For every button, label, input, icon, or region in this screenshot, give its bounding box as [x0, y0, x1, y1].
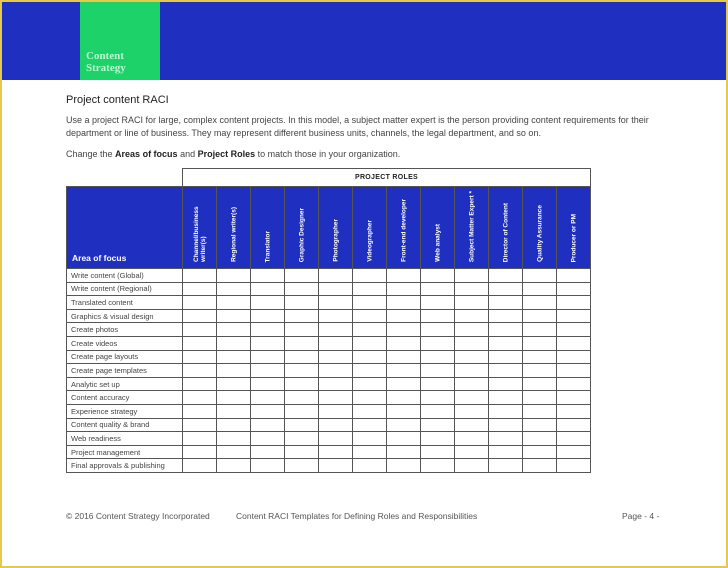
raci-cell[interactable] [251, 377, 285, 391]
raci-cell[interactable] [217, 296, 251, 310]
raci-cell[interactable] [421, 418, 455, 432]
raci-cell[interactable] [387, 323, 421, 337]
role-label: Regional writer(s) [230, 207, 237, 262]
role-header-row [67, 187, 591, 269]
raci-cell[interactable] [557, 336, 591, 350]
table-row [67, 323, 591, 337]
raci-cell[interactable] [421, 336, 455, 350]
raci-cell[interactable] [455, 459, 489, 473]
document-title: Project content RACI [66, 94, 169, 106]
raci-cell[interactable] [421, 296, 455, 310]
footer-copyright: © 2016 Content Strategy Incorporated [66, 511, 210, 521]
raci-cell[interactable] [183, 350, 217, 364]
raci-cell[interactable] [353, 432, 387, 446]
raci-cell[interactable] [217, 282, 251, 296]
raci-cell[interactable] [387, 296, 421, 310]
table-row [67, 459, 591, 473]
raci-cell[interactable] [251, 391, 285, 405]
raci-cell[interactable] [353, 282, 387, 296]
raci-cell[interactable] [421, 445, 455, 459]
raci-cell[interactable] [489, 391, 523, 405]
raci-cell[interactable] [523, 282, 557, 296]
table-row [67, 350, 591, 364]
instruction-prefix: Change the [66, 149, 116, 159]
raci-cell[interactable] [523, 445, 557, 459]
raci-cell[interactable] [183, 364, 217, 378]
table-row [67, 404, 591, 418]
intro-paragraph: Use a project RACI for large, complex content projects. In this model, a subject matter expert is the person providing content requirements for their department or line of business. They may represent different business units, channels, the legal department, and so on. [66, 115, 649, 138]
raci-cell[interactable] [285, 432, 319, 446]
raci-cell[interactable] [285, 309, 319, 323]
raci-cell[interactable] [489, 364, 523, 378]
raci-body [67, 269, 591, 473]
role-label: Subject Matter Expert * [468, 190, 475, 262]
raci-cell[interactable] [217, 323, 251, 337]
area-of-focus-label: Create page layouts [67, 350, 183, 364]
raci-cell[interactable] [523, 350, 557, 364]
raci-cell[interactable] [557, 459, 591, 473]
area-of-focus-label: Write content (Regional) [67, 282, 183, 296]
raci-cell[interactable] [319, 336, 353, 350]
raci-cell[interactable] [183, 445, 217, 459]
raci-cell[interactable] [353, 418, 387, 432]
raci-cell[interactable] [217, 377, 251, 391]
logo-line-2: Strategy [86, 62, 126, 74]
raci-cell[interactable] [523, 336, 557, 350]
raci-cell[interactable] [489, 323, 523, 337]
table-row [67, 418, 591, 432]
raci-cell[interactable] [523, 377, 557, 391]
raci-cell[interactable] [489, 404, 523, 418]
raci-cell[interactable] [489, 282, 523, 296]
raci-cell[interactable] [523, 309, 557, 323]
raci-cell[interactable] [183, 459, 217, 473]
raci-cell[interactable] [455, 269, 489, 283]
logo-line-1: Content [86, 50, 124, 62]
raci-cell[interactable] [319, 432, 353, 446]
raci-cell[interactable] [285, 445, 319, 459]
raci-cell[interactable] [319, 350, 353, 364]
raci-cell[interactable] [421, 377, 455, 391]
raci-cell[interactable] [319, 296, 353, 310]
role-label: Videographer [366, 220, 373, 262]
raci-cell[interactable] [557, 445, 591, 459]
raci-cell[interactable] [353, 404, 387, 418]
raci-cell[interactable] [489, 309, 523, 323]
raci-cell[interactable] [285, 404, 319, 418]
raci-cell[interactable] [183, 282, 217, 296]
area-of-focus-label: Create videos [67, 336, 183, 350]
role-label: Web analyst [434, 224, 441, 262]
role-header-cell [251, 187, 285, 269]
raci-cell[interactable] [251, 418, 285, 432]
raci-cell[interactable] [353, 445, 387, 459]
raci-cell[interactable] [251, 459, 285, 473]
raci-cell[interactable] [353, 323, 387, 337]
area-of-focus-label: Translated content [67, 296, 183, 310]
raci-cell[interactable] [217, 309, 251, 323]
raci-cell[interactable] [183, 404, 217, 418]
raci-cell[interactable] [523, 364, 557, 378]
raci-cell[interactable] [489, 377, 523, 391]
role-label: Photographer [332, 219, 339, 262]
raci-cell[interactable] [489, 459, 523, 473]
raci-cell[interactable] [183, 323, 217, 337]
instruction-line [66, 149, 400, 159]
raci-cell[interactable] [217, 269, 251, 283]
raci-cell[interactable] [387, 377, 421, 391]
raci-cell[interactable] [353, 350, 387, 364]
role-header-cell [421, 187, 455, 269]
raci-cell[interactable] [387, 445, 421, 459]
raci-cell[interactable] [489, 269, 523, 283]
raci-cell[interactable] [421, 350, 455, 364]
raci-cell[interactable] [557, 269, 591, 283]
raci-cell[interactable] [183, 269, 217, 283]
raci-cell[interactable] [183, 336, 217, 350]
raci-cell[interactable] [455, 296, 489, 310]
raci-cell[interactable] [353, 336, 387, 350]
raci-cell[interactable] [285, 364, 319, 378]
raci-cell[interactable] [557, 432, 591, 446]
raci-cell[interactable] [421, 269, 455, 283]
raci-cell[interactable] [217, 418, 251, 432]
raci-cell[interactable] [455, 364, 489, 378]
area-of-focus-header: Area of focus [67, 187, 183, 269]
table-row [67, 445, 591, 459]
raci-cell[interactable] [421, 404, 455, 418]
raci-cell[interactable] [557, 391, 591, 405]
raci-cell[interactable] [387, 432, 421, 446]
area-of-focus-label: Graphics & visual design [67, 309, 183, 323]
raci-cell[interactable] [557, 323, 591, 337]
raci-cell[interactable] [353, 459, 387, 473]
table-row [67, 296, 591, 310]
raci-cell[interactable] [319, 377, 353, 391]
raci-cell[interactable] [421, 432, 455, 446]
raci-cell[interactable] [421, 282, 455, 296]
raci-cell[interactable] [251, 445, 285, 459]
area-of-focus-label: Web readiness [67, 432, 183, 446]
raci-cell[interactable] [285, 336, 319, 350]
raci-cell[interactable] [319, 309, 353, 323]
raci-cell[interactable] [387, 418, 421, 432]
raci-cell[interactable] [557, 404, 591, 418]
raci-cell[interactable] [319, 282, 353, 296]
raci-cell[interactable] [319, 364, 353, 378]
instruction-mid: and [177, 149, 198, 159]
raci-cell[interactable] [285, 350, 319, 364]
table-row [67, 364, 591, 378]
raci-cell[interactable] [421, 309, 455, 323]
raci-cell[interactable] [217, 391, 251, 405]
raci-cell[interactable] [523, 323, 557, 337]
raci-cell[interactable] [183, 377, 217, 391]
raci-cell[interactable] [285, 296, 319, 310]
role-header-cell [319, 187, 353, 269]
table-row [67, 336, 591, 350]
raci-cell[interactable] [557, 350, 591, 364]
brand-logo [80, 2, 160, 80]
raci-cell[interactable] [455, 404, 489, 418]
raci-cell[interactable] [285, 418, 319, 432]
area-of-focus-label: Experience strategy [67, 404, 183, 418]
project-roles-header: PROJECT ROLES [183, 169, 591, 187]
role-label: Channel/business writer(s) [192, 206, 207, 262]
raci-cell[interactable] [387, 391, 421, 405]
raci-cell[interactable] [455, 377, 489, 391]
raci-cell[interactable] [251, 404, 285, 418]
instruction-suffix: to match those in your organization. [255, 149, 401, 159]
raci-cell[interactable] [523, 391, 557, 405]
role-header-cell [217, 187, 251, 269]
raci-cell[interactable] [557, 309, 591, 323]
raci-cell[interactable] [421, 364, 455, 378]
raci-cell[interactable] [455, 309, 489, 323]
area-of-focus-label: Final approvals & publishing [67, 459, 183, 473]
table-row [67, 391, 591, 405]
raci-cell[interactable] [523, 432, 557, 446]
raci-cell[interactable] [285, 269, 319, 283]
role-header-cell [353, 187, 387, 269]
raci-cell[interactable] [319, 323, 353, 337]
table-row [67, 282, 591, 296]
raci-cell[interactable] [489, 336, 523, 350]
raci-cell[interactable] [489, 445, 523, 459]
raci-cell[interactable] [319, 445, 353, 459]
raci-table [66, 168, 591, 473]
raci-cell[interactable] [523, 296, 557, 310]
raci-cell[interactable] [523, 418, 557, 432]
area-of-focus-label: Create page templates [67, 364, 183, 378]
raci-cell[interactable] [455, 391, 489, 405]
raci-cell[interactable] [421, 459, 455, 473]
raci-cell[interactable] [353, 296, 387, 310]
raci-cell[interactable] [183, 309, 217, 323]
raci-cell[interactable] [217, 404, 251, 418]
raci-cell[interactable] [183, 418, 217, 432]
raci-cell[interactable] [387, 309, 421, 323]
raci-cell[interactable] [387, 459, 421, 473]
raci-cell[interactable] [455, 336, 489, 350]
raci-cell[interactable] [251, 269, 285, 283]
area-of-focus-label: Project management [67, 445, 183, 459]
raci-cell[interactable] [285, 391, 319, 405]
raci-cell[interactable] [455, 282, 489, 296]
role-header-cell [557, 187, 591, 269]
raci-cell[interactable] [217, 459, 251, 473]
raci-cell[interactable] [251, 364, 285, 378]
raci-cell[interactable] [251, 350, 285, 364]
footer-page-number: Page - 4 - [622, 511, 660, 521]
role-header-cell [387, 187, 421, 269]
raci-cell[interactable] [217, 432, 251, 446]
area-of-focus-label: Content quality & brand [67, 418, 183, 432]
raci-cell[interactable] [489, 432, 523, 446]
raci-cell[interactable] [387, 282, 421, 296]
raci-cell[interactable] [387, 350, 421, 364]
raci-cell[interactable] [489, 418, 523, 432]
raci-cell[interactable] [319, 404, 353, 418]
raci-cell[interactable] [319, 459, 353, 473]
raci-cell[interactable] [523, 459, 557, 473]
raci-cell[interactable] [455, 323, 489, 337]
raci-cell[interactable] [455, 350, 489, 364]
raci-cell[interactable] [251, 432, 285, 446]
raci-cell[interactable] [183, 391, 217, 405]
area-of-focus-label: Write content (Global) [67, 269, 183, 283]
raci-cell[interactable] [251, 309, 285, 323]
raci-cell[interactable] [387, 336, 421, 350]
raci-cell[interactable] [251, 296, 285, 310]
raci-cell[interactable] [353, 391, 387, 405]
raci-cell[interactable] [285, 282, 319, 296]
raci-cell[interactable] [387, 404, 421, 418]
raci-cell[interactable] [421, 391, 455, 405]
area-of-focus-label: Analytic set up [67, 377, 183, 391]
raci-cell[interactable] [523, 404, 557, 418]
raci-cell[interactable] [319, 269, 353, 283]
raci-cell[interactable] [183, 296, 217, 310]
role-label: Quality Assurance [536, 205, 543, 262]
area-of-focus-label: Create photos [67, 323, 183, 337]
raci-cell[interactable] [217, 445, 251, 459]
raci-cell[interactable] [387, 269, 421, 283]
raci-cell[interactable] [251, 336, 285, 350]
raci-cell[interactable] [353, 269, 387, 283]
raci-cell[interactable] [557, 418, 591, 432]
raci-cell[interactable] [455, 432, 489, 446]
table-row [67, 309, 591, 323]
raci-cell[interactable] [557, 296, 591, 310]
raci-cell[interactable] [387, 364, 421, 378]
role-label: Graphic Designer [298, 207, 305, 262]
table-row [67, 377, 591, 391]
raci-cell[interactable] [319, 391, 353, 405]
role-header-cell [455, 187, 489, 269]
raci-cell[interactable] [489, 296, 523, 310]
raci-cell[interactable] [183, 432, 217, 446]
raci-cell[interactable] [217, 336, 251, 350]
role-label: Front-end developer [400, 199, 407, 262]
role-header-cell [489, 187, 523, 269]
raci-cell[interactable] [285, 459, 319, 473]
role-header-cell [523, 187, 557, 269]
role-label: Translator [264, 230, 271, 262]
instruction-project-roles: Project Roles [197, 149, 256, 159]
raci-cell[interactable] [557, 364, 591, 378]
raci-cell[interactable] [489, 350, 523, 364]
project-roles-row [67, 169, 591, 187]
table-row [67, 432, 591, 446]
raci-cell[interactable] [421, 323, 455, 337]
role-label: Producer or PM [570, 213, 577, 262]
raci-cell[interactable] [217, 350, 251, 364]
raci-cell[interactable] [353, 309, 387, 323]
raci-cell[interactable] [217, 364, 251, 378]
raci-cell[interactable] [523, 269, 557, 283]
raci-cell[interactable] [285, 323, 319, 337]
table-corner [67, 169, 183, 187]
raci-cell[interactable] [353, 377, 387, 391]
raci-cell[interactable] [353, 364, 387, 378]
raci-cell[interactable] [319, 418, 353, 432]
instruction-areas-of-focus: Areas of focus [115, 149, 178, 159]
role-label: Director of Content [502, 202, 509, 262]
footer-document-name: Content RACI Templates for Defining Roles and Responsibilities [236, 511, 478, 521]
area-of-focus-label: Content accuracy [67, 391, 183, 405]
role-header-cell [285, 187, 319, 269]
role-header-cell [183, 187, 217, 269]
raci-cell[interactable] [557, 377, 591, 391]
raci-cell[interactable] [455, 418, 489, 432]
raci-cell[interactable] [455, 445, 489, 459]
table-row [67, 269, 591, 283]
raci-cell[interactable] [557, 282, 591, 296]
raci-cell[interactable] [251, 323, 285, 337]
raci-cell[interactable] [285, 377, 319, 391]
raci-cell[interactable] [251, 282, 285, 296]
